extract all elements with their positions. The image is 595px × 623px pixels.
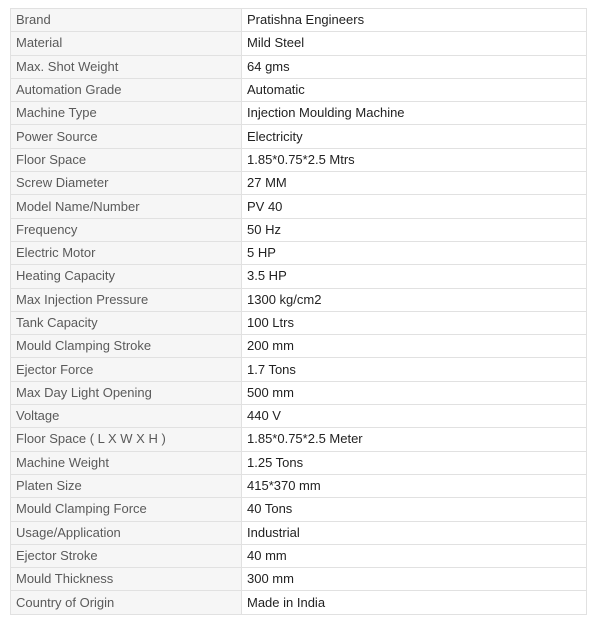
spec-value: Electricity — [242, 125, 587, 148]
spec-value: 1.25 Tons — [242, 451, 587, 474]
spec-row — [11, 265, 587, 288]
spec-label: Machine Type — [11, 102, 242, 125]
spec-row — [11, 544, 587, 567]
spec-row — [11, 591, 587, 614]
spec-label: Frequency — [11, 218, 242, 241]
spec-row — [11, 381, 587, 404]
spec-value: 440 V — [242, 405, 587, 428]
spec-label: Automation Grade — [11, 78, 242, 101]
spec-value: 40 mm — [242, 544, 587, 567]
spec-value: 5 HP — [242, 241, 587, 264]
spec-label: Screw Diameter — [11, 172, 242, 195]
spec-row — [11, 521, 587, 544]
specification-table-container — [10, 8, 587, 615]
spec-row — [11, 55, 587, 78]
spec-value: 50 Hz — [242, 218, 587, 241]
spec-row — [11, 288, 587, 311]
spec-row — [11, 195, 587, 218]
spec-label: Electric Motor — [11, 241, 242, 264]
spec-row — [11, 148, 587, 171]
spec-row — [11, 172, 587, 195]
spec-row — [11, 78, 587, 101]
spec-label: Tank Capacity — [11, 311, 242, 334]
spec-label: Ejector Force — [11, 358, 242, 381]
spec-label: Platen Size — [11, 474, 242, 497]
spec-value: 200 mm — [242, 335, 587, 358]
spec-row — [11, 451, 587, 474]
spec-value: 40 Tons — [242, 498, 587, 521]
spec-label: Voltage — [11, 405, 242, 428]
spec-row — [11, 241, 587, 264]
spec-value: Injection Moulding Machine — [242, 102, 587, 125]
spec-label: Machine Weight — [11, 451, 242, 474]
spec-label: Floor Space ( L X W X H ) — [11, 428, 242, 451]
spec-row — [11, 125, 587, 148]
spec-value: 3.5 HP — [242, 265, 587, 288]
spec-row — [11, 358, 587, 381]
spec-row — [11, 335, 587, 358]
spec-label: Mould Thickness — [11, 568, 242, 591]
spec-row — [11, 102, 587, 125]
spec-value: Industrial — [242, 521, 587, 544]
spec-label: Mould Clamping Force — [11, 498, 242, 521]
spec-label: Max Day Light Opening — [11, 381, 242, 404]
specification-table-body — [11, 9, 587, 615]
spec-row — [11, 32, 587, 55]
spec-label: Usage/Application — [11, 521, 242, 544]
spec-value: 1300 kg/cm2 — [242, 288, 587, 311]
spec-label: Ejector Stroke — [11, 544, 242, 567]
spec-value: 100 Ltrs — [242, 311, 587, 334]
spec-row — [11, 218, 587, 241]
spec-value: 1.85*0.75*2.5 Meter — [242, 428, 587, 451]
spec-row — [11, 9, 587, 32]
spec-value: PV 40 — [242, 195, 587, 218]
spec-value: 1.7 Tons — [242, 358, 587, 381]
spec-row — [11, 474, 587, 497]
specification-table — [10, 8, 587, 615]
spec-label: Model Name/Number — [11, 195, 242, 218]
spec-row — [11, 428, 587, 451]
spec-row — [11, 568, 587, 591]
spec-value: Pratishna Engineers — [242, 9, 587, 32]
spec-label: Brand — [11, 9, 242, 32]
spec-value: Automatic — [242, 78, 587, 101]
spec-value: Mild Steel — [242, 32, 587, 55]
spec-value: 64 gms — [242, 55, 587, 78]
spec-row — [11, 311, 587, 334]
spec-label: Floor Space — [11, 148, 242, 171]
spec-label: Power Source — [11, 125, 242, 148]
spec-value: 415*370 mm — [242, 474, 587, 497]
spec-value: 1.85*0.75*2.5 Mtrs — [242, 148, 587, 171]
spec-value: 27 MM — [242, 172, 587, 195]
spec-value: 300 mm — [242, 568, 587, 591]
spec-value: 500 mm — [242, 381, 587, 404]
spec-label: Max. Shot Weight — [11, 55, 242, 78]
spec-label: Mould Clamping Stroke — [11, 335, 242, 358]
spec-label: Heating Capacity — [11, 265, 242, 288]
spec-label: Country of Origin — [11, 591, 242, 614]
spec-value: Made in India — [242, 591, 587, 614]
spec-label: Max Injection Pressure — [11, 288, 242, 311]
spec-label: Material — [11, 32, 242, 55]
spec-row — [11, 498, 587, 521]
spec-row — [11, 405, 587, 428]
